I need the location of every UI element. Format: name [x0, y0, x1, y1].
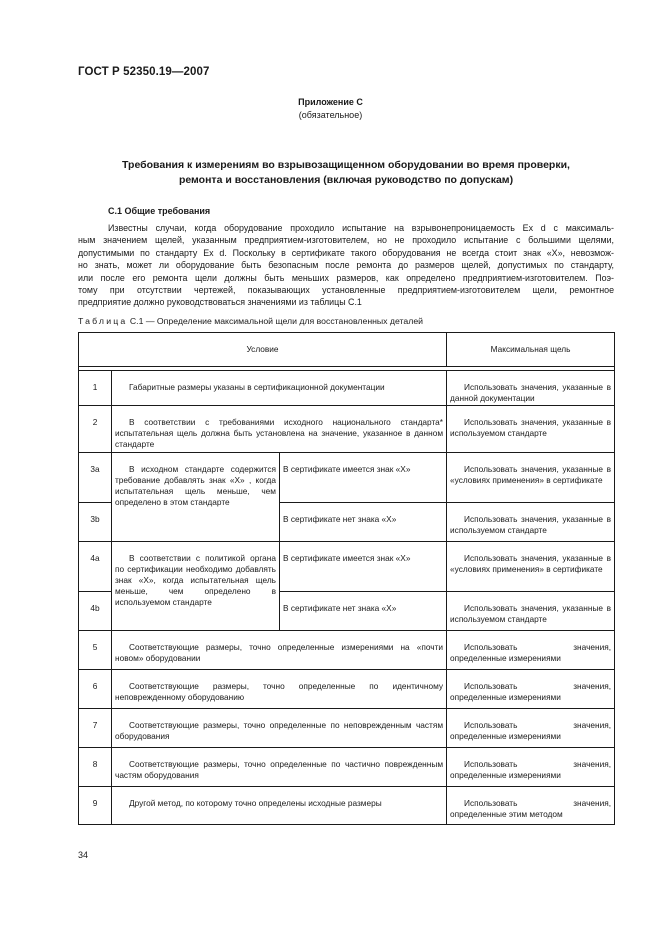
- row-subcondition: В сертификате имеется знак «Х»: [280, 542, 447, 592]
- table-row: [79, 371, 615, 406]
- row-max-gap: Использовать значения, указанные в используемом стандарте: [447, 592, 615, 631]
- table-row: [79, 709, 615, 748]
- table-caption-text: С.1 — Определение максимальной щели для восстановленных деталей: [127, 316, 424, 326]
- body-paragraph: [78, 222, 614, 309]
- table-row: [79, 406, 615, 453]
- row-number: 6: [79, 670, 112, 709]
- row-max-gap: Использовать значения, определенные измерениями: [447, 670, 615, 709]
- row-number: 4b: [79, 592, 112, 631]
- gap-table: [78, 332, 615, 825]
- row-max-gap: Использовать значения, определенные измерениями: [447, 709, 615, 748]
- paragraph-line: предприятие должно руководствоваться значениями из таблицы С.1: [78, 297, 362, 308]
- row-condition: Габаритные размеры указаны в сертификационной документации: [112, 371, 447, 406]
- row-condition-group: В соответствии с политикой органа по сертификации необходимо добавлять знак «Х», когда испытательная щель меньше, чем определено в используемом стандарте: [112, 542, 280, 631]
- row-condition: Соответствующие размеры, точно определенные по идентичному неповрежденному оборудованию: [112, 670, 447, 709]
- row-number: 8: [79, 748, 112, 787]
- row-number: 5: [79, 631, 112, 670]
- table-row: [79, 787, 615, 825]
- row-condition: Соответствующие размеры, точно определенные по частично поврежденным частям оборудования: [112, 748, 447, 787]
- row-number: 2: [79, 406, 112, 453]
- appendix-title: Приложение С: [298, 97, 363, 107]
- table-row: [79, 631, 615, 670]
- header-condition: Условие: [79, 333, 447, 367]
- row-number: 9: [79, 787, 112, 825]
- header-max-gap: Максимальная щель: [447, 333, 615, 367]
- row-max-gap: Использовать значения, определенные этим методом: [447, 787, 615, 825]
- heading-line-1: Требования к измерениям во взрывозащищенном оборудовании во время проверки,: [122, 159, 570, 171]
- paragraph-line: или после его ремонта щели должны быть меньших размеров, как определено предприятием-изготовителем. Поэ-: [78, 272, 614, 283]
- row-condition: В соответствии с требованиями исходного национального стандарта* испытательная щель должна быть установлена на значение, указанное в данном стандарте: [112, 406, 447, 453]
- row-number: 4a: [79, 542, 112, 592]
- table-caption: [78, 316, 423, 326]
- row-subcondition: В сертификате нет знака «Х»: [280, 592, 447, 631]
- row-max-gap: Использовать значения, определенные измерениями: [447, 748, 615, 787]
- paragraph-line: тому при отсутствии чертежей, показывающих установленные предприятием-изготовителем щели, ремонтное: [78, 285, 614, 296]
- paragraph-line: но знать, может ли оборудование быть безопасным после ремонта до размеров щелей, допустимых по стандарту,: [78, 260, 614, 271]
- paragraph-line: ным значением щелей, указанным предприятием-изготовителем, но не проходило испытание с большими щелями,: [78, 235, 614, 246]
- row-subcondition: В сертификате имеется знак «Х»: [280, 453, 447, 503]
- row-max-gap: Использовать значения, определенные измерениями: [447, 631, 615, 670]
- page-number: 34: [78, 850, 89, 860]
- row-number: 3b: [79, 503, 112, 542]
- document-code: ГОСТ Р 52350.19—2007: [78, 66, 210, 78]
- row-max-gap: Использовать значения, указанные в данной документации: [447, 371, 615, 406]
- appendix-heading: [78, 158, 614, 188]
- row-number: 7: [79, 709, 112, 748]
- section-title: С.1 Общие требования: [108, 206, 211, 216]
- row-max-gap: Использовать значения, указанные в «условиях применения» в сертификате: [447, 542, 615, 592]
- table-row: [79, 453, 615, 503]
- table-row: [79, 542, 615, 592]
- table-row: [79, 748, 615, 787]
- row-condition-group: В исходном стандарте содержится требование добавлять знак «Х» , когда испытательная щель меньше, чем определено в этом стандарте: [112, 453, 280, 542]
- row-condition: Другой метод, по которому точно определены исходные размеры: [112, 787, 447, 825]
- row-max-gap: Использовать значения, указанные в используемом стандарте: [447, 406, 615, 453]
- row-number: 3a: [79, 453, 112, 503]
- heading-line-2: ремонта и восстановления (включая руководство по допускам): [178, 174, 514, 186]
- table-header-row: [79, 333, 615, 367]
- table-caption-label: Таблица: [78, 316, 128, 326]
- row-condition: Соответствующие размеры, точно определенные по неповрежденным частям оборудования: [112, 709, 447, 748]
- paragraph-line: допустимыми по стандарту Ex d. Поскольку в сертификате такого оборудования не всегда стоит знак «Х», невозмож-: [78, 247, 614, 258]
- row-max-gap: Использовать значения, указанные в используемом стандарте: [447, 503, 615, 542]
- paragraph-line: Известны случаи, когда оборудование проходило испытание на взрывонепроницаемость Ex d с максималь-: [108, 223, 614, 233]
- table-row: [79, 670, 615, 709]
- row-subcondition: В сертификате нет знака «Х»: [280, 503, 447, 542]
- row-condition: Соответствующие размеры, точно определенные измерениями на «почти новом» оборудовании: [112, 631, 447, 670]
- appendix-status: (обязательное): [298, 110, 363, 120]
- row-max-gap: Использовать значения, указанные в «условиях применения» в сертификате: [447, 453, 615, 503]
- row-number: 1: [79, 371, 112, 406]
